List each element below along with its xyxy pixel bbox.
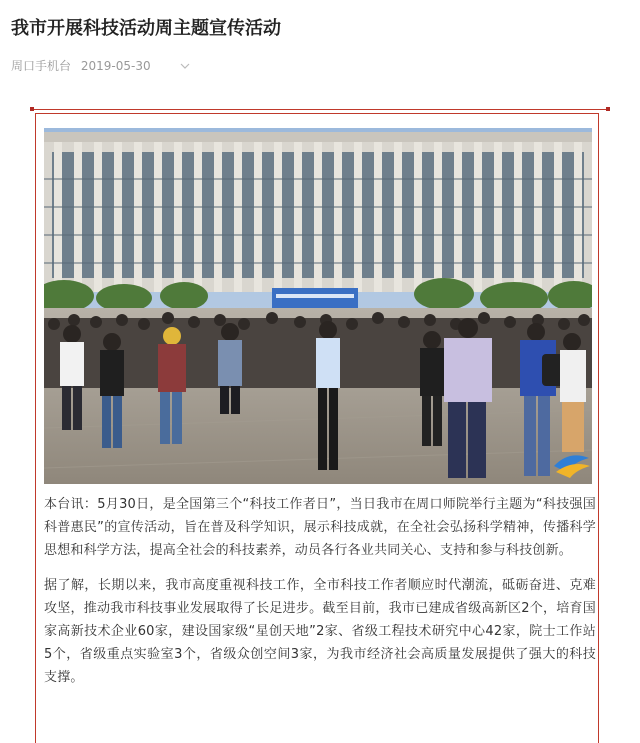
article-meta <box>11 57 151 75</box>
frame-top-border <box>30 109 610 110</box>
event-photo <box>44 128 592 484</box>
chevron-down-icon <box>180 63 190 69</box>
publish-date: 2019-05-30 <box>80 59 151 73</box>
article-body <box>44 493 610 701</box>
page-title: 我市开展科技活动周主题宣传活动 <box>11 18 281 39</box>
source-label[interactable]: 周口手机台 <box>11 59 72 73</box>
paragraph: 本台讯：5月30日，是全国第三个“科技工作者日”，当日我市在周口师院举行主题为“科技强国 科普惠民”的宣传活动，旨在普及科学知识，展示科技成就，在全社会弘扬科学精神，传播科学思想和科学方法，提高全社会的科技素养，动员各行各业共同关心、支持和参与科技创新。 <box>44 497 610 558</box>
frame-corner <box>30 107 34 111</box>
paragraph: 据了解，长期以来，我市高度重视科技工作，全市科技工作者顺应时代潮流，砥砺奋进、克难攻坚，推动我市科技事业发展取得了长足进步。截至目前，我市已建成省级高新区2个，培育国家高新技术企业60家，建设国家级“星创天地”2家、省级工程技术研究中心42家，院士工作站5个，省级重点实验室3个，省级众创空间3家，为我市经济社会高质量发展提供了强大的科技支撑。 <box>44 578 596 685</box>
frame-corner <box>606 107 610 111</box>
